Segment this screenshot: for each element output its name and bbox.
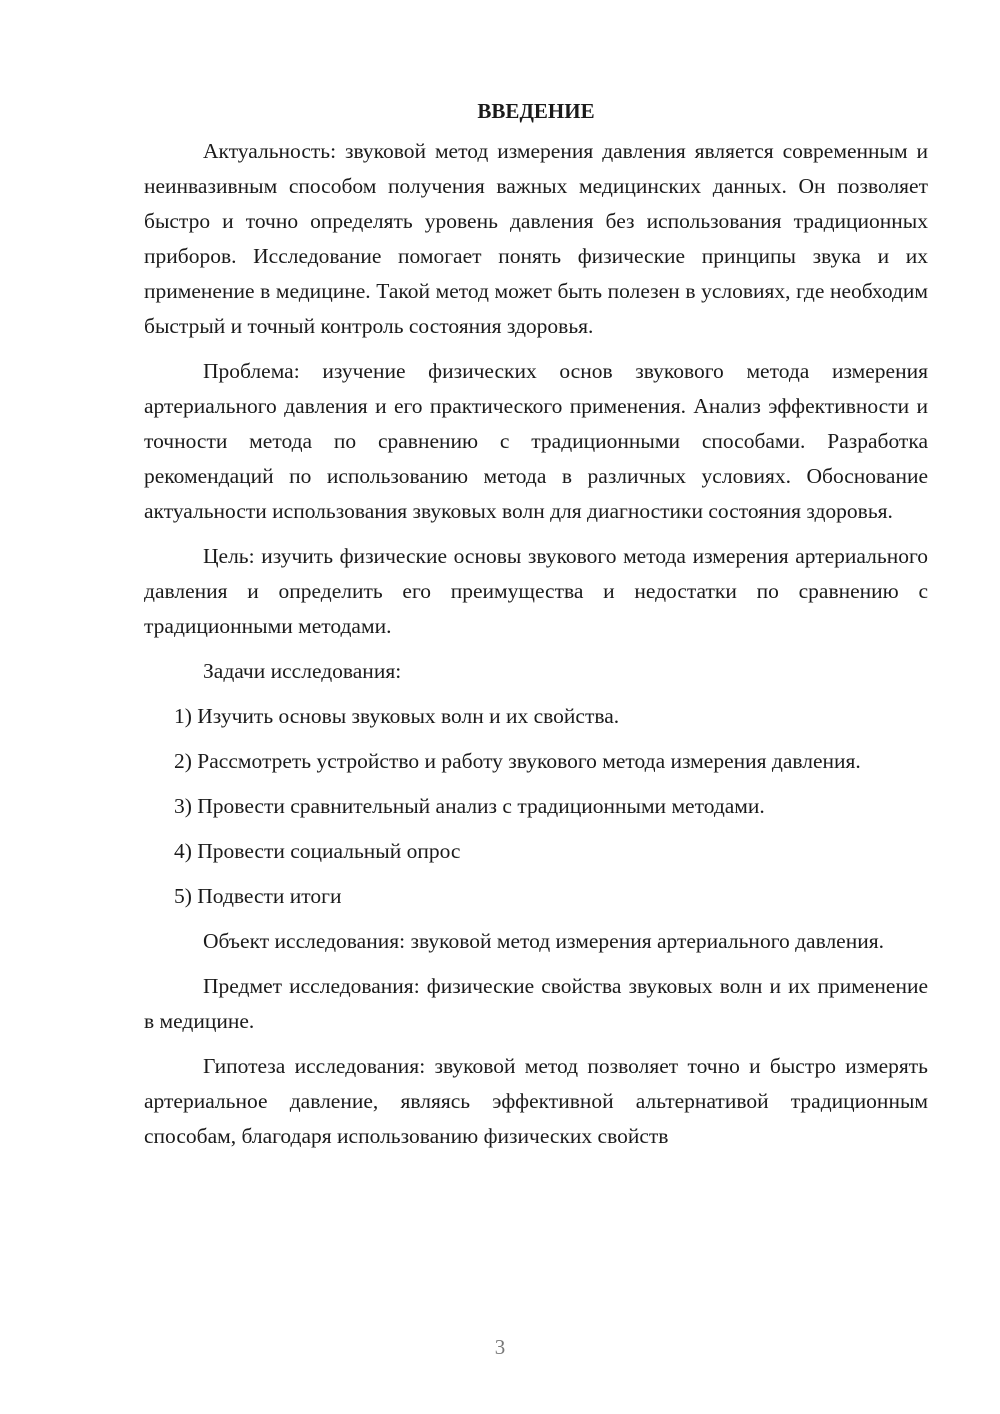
page-number: 3 xyxy=(494,1335,506,1359)
paragraph-goal: Цель: изучить физические основы звукового метода измерения артериального давления и определить его преимущества и недостатки по сравнению с традиционными методами. xyxy=(144,544,928,638)
paragraph-problem: Проблема: изучение физических основ звукового метода измерения артериального давления и его практического применения. Анализ эффективности и точности метода по сравнению с традиционными способами. Разработка рекомендаций по использованию метода в различных условиях. Обоснование актуальности использования звуковых волн для диагностики состояния здоровья. xyxy=(144,359,928,523)
task-item-5: 5) Подвести итоги xyxy=(174,884,342,908)
paragraph-subject: Предмет исследования: физические свойства звуковых волн и их применение в медицине. xyxy=(144,974,928,1033)
task-item-2: 2) Рассмотреть устройство и работу звукового метода измерения давления. xyxy=(174,749,861,773)
task-item-1: 1) Изучить основы звуковых волн и их свойства. xyxy=(174,704,620,728)
paragraph-hypothesis: Гипотеза исследования: звуковой метод позволяет точно и быстро измерять артериальное давление, являясь эффективной альтернативой традиционным способам, благодаря использованию физических свойств xyxy=(144,1054,928,1148)
paragraph-relevance: Актуальность: звуковой метод измерения давления является современным и неинвазивным способом получения важных медицинских данных. Он позволяет быстро и точно определять уровень давления без использования традиционных приборов. Исследование помогает понять физические принципы звука и их применение в медицине. Такой метод может быть полезен в условиях, где необходим быстрый и точный контроль состояния здоровья. xyxy=(144,139,928,338)
document-page xyxy=(144,96,928,1164)
paragraph-object: Объект исследования: звуковой метод измерения артериального давления. xyxy=(203,929,884,953)
task-item-3: 3) Провести сравнительный анализ с традиционными методами. xyxy=(174,794,765,818)
section-title: ВВЕДЕНИЕ xyxy=(477,99,595,123)
tasks-heading: Задачи исследования: xyxy=(203,659,402,683)
task-item-4: 4) Провести социальный опрос xyxy=(174,839,461,863)
